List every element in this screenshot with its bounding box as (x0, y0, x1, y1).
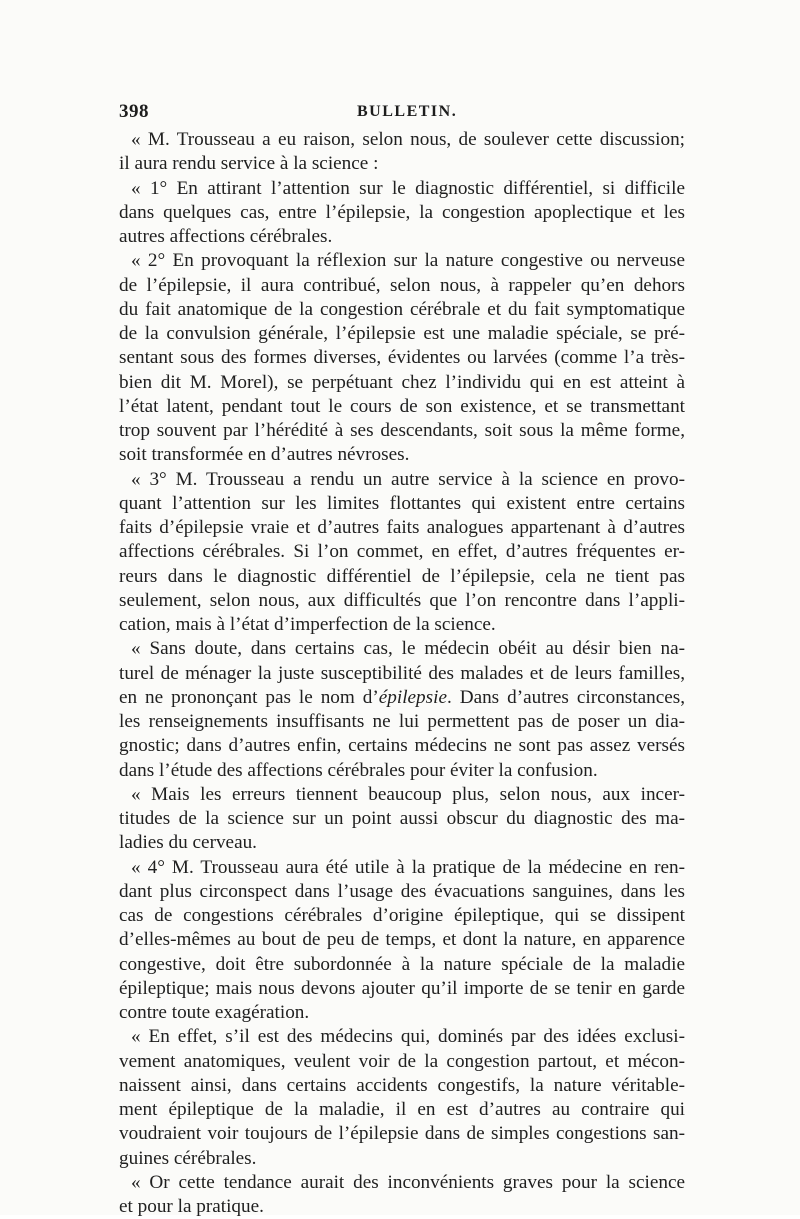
text-line: gnostic; dans d’autres enfin, certains médecins ne sont pas assez versés (119, 735, 685, 757)
text-line: titudes de la science sur un point aussi obscur du diagnostic des ma- (119, 808, 685, 829)
text-line: vement anatomiques, veulent voir de la congestion partout, et mécon- (119, 1050, 685, 1072)
text-line: seulement, selon nous, aux difficultés que l’on rencontre dans l’appli- (119, 589, 685, 611)
text-line: contre toute exagération. (119, 1002, 310, 1023)
text-line: « 1° En attirant l’attention sur le diagnostic différentiel, si difficile (131, 177, 685, 199)
italic-term: épilepsie (378, 686, 447, 708)
text-segment: . Dans d’autres circonstances, (446, 686, 685, 708)
text-line: congestive, doit être subordonnée à la nature spéciale de la maladie (119, 953, 685, 975)
text-line: il aura rendu service à la science : (119, 153, 379, 175)
text-line: « 4° M. Trousseau aura été utile à la pratique de la médecine en ren- (131, 856, 685, 878)
text-line: l’état latent, pendant tout le cours de son existence, et se transmettant (119, 395, 685, 417)
text-line: dant plus circonspect dans l’usage des évacuations sanguines, dans les (119, 880, 685, 902)
text-segment: en ne prononçant pas le nom d’ (119, 686, 379, 708)
text-line: ment épileptique de la maladie, il en est d’autres au contraire qui (119, 1099, 685, 1120)
text-line: dans quelques cas, entre l’épilepsie, la congestion apoplectique et les (119, 201, 685, 223)
text-line: et pour la pratique. (119, 1196, 264, 1217)
text-line: de l’épilepsie, il aura contribué, selon nous, à rappeler qu’en dehors (119, 274, 685, 296)
body-text (119, 128, 685, 1219)
text-line: « Sans doute, dans certains cas, le médecin obéit au désir bien na- (131, 638, 685, 660)
text-line: « En effet, s’il est des médecins qui, dominés par des idées exclusi- (131, 1026, 685, 1048)
text-line: turel de ménager la juste susceptibilité des malades et de leurs familles, (119, 662, 685, 684)
running-head: BULLETIN. (357, 103, 458, 120)
text-line: faits d’épilepsie vraie et d’autres faits analogues appartenant à d’autres (119, 517, 685, 538)
text-line: épileptique; mais nous devons ajouter qu’il importe de se tenir en garde (119, 977, 685, 999)
text-line: voudraient voir toujours de l’épilepsie dans de simples congestions san- (119, 1123, 685, 1145)
text-line: sentant sous des formes diverses, évidentes ou larvées (comme l’a très- (119, 347, 685, 369)
text-line: du fait anatomique de la congestion cérébrale et du fait symptomatique (119, 298, 685, 320)
text-line: dans l’étude des affections cérébrales pour éviter la confusion. (119, 759, 598, 781)
text-line: de la convulsion générale, l’épilepsie est une maladie spéciale, se pré- (119, 323, 685, 344)
page-number: 398 (119, 101, 149, 122)
page-header (119, 101, 685, 125)
text-line: « 3° M. Trousseau a rendu un autre service à la science en provo- (131, 468, 685, 490)
text-line: d’elles-mêmes au bout de peu de temps, et dont la nature, en apparence (119, 929, 685, 951)
text-line: soit transformée en d’autres névroses. (119, 444, 410, 466)
text-line: cation, mais à l’état d’imperfection de la science. (119, 614, 496, 635)
text-line: « Mais les erreurs tiennent beaucoup plus, selon nous, aux incer- (131, 783, 685, 805)
text-line: « M. Trousseau a eu raison, selon nous, de soulever cette discussion; (131, 129, 685, 150)
text-line (119, 686, 685, 710)
text-line: reurs dans le diagnostic différentiel de l’épilepsie, cela ne tient pas (119, 565, 685, 587)
text-line: quant l’attention sur les limites flottantes qui existent entre certains (119, 492, 685, 514)
text-line: affections cérébrales. Si l’on commet, en effet, d’autres fréquentes er- (119, 541, 685, 563)
text-line: les renseignements insuffisants ne lui permettent pas de poser un dia- (119, 711, 685, 732)
text-line: autres affections cérébrales. (119, 226, 333, 247)
text-line: bien dit M. Morel), se perpétuant chez l’individu qui en est atteint à (119, 371, 685, 393)
text-line: naissent ainsi, dans certains accidents congestifs, la nature véritable- (119, 1074, 685, 1096)
text-line: ladies du cerveau. (119, 832, 257, 854)
text-line: guines cérébrales. (119, 1147, 257, 1169)
text-line: trop souvent par l’hérédité à ses descendants, soit sous la même forme, (119, 420, 685, 441)
text-line: « Or cette tendance aurait des inconvénients graves pour la science (131, 1171, 685, 1193)
text-line: cas de congestions cérébrales d’origine épileptique, qui se dissipent (119, 905, 685, 926)
text-line: « 2° En provoquant la réflexion sur la nature congestive ou nerveuse (131, 250, 685, 272)
